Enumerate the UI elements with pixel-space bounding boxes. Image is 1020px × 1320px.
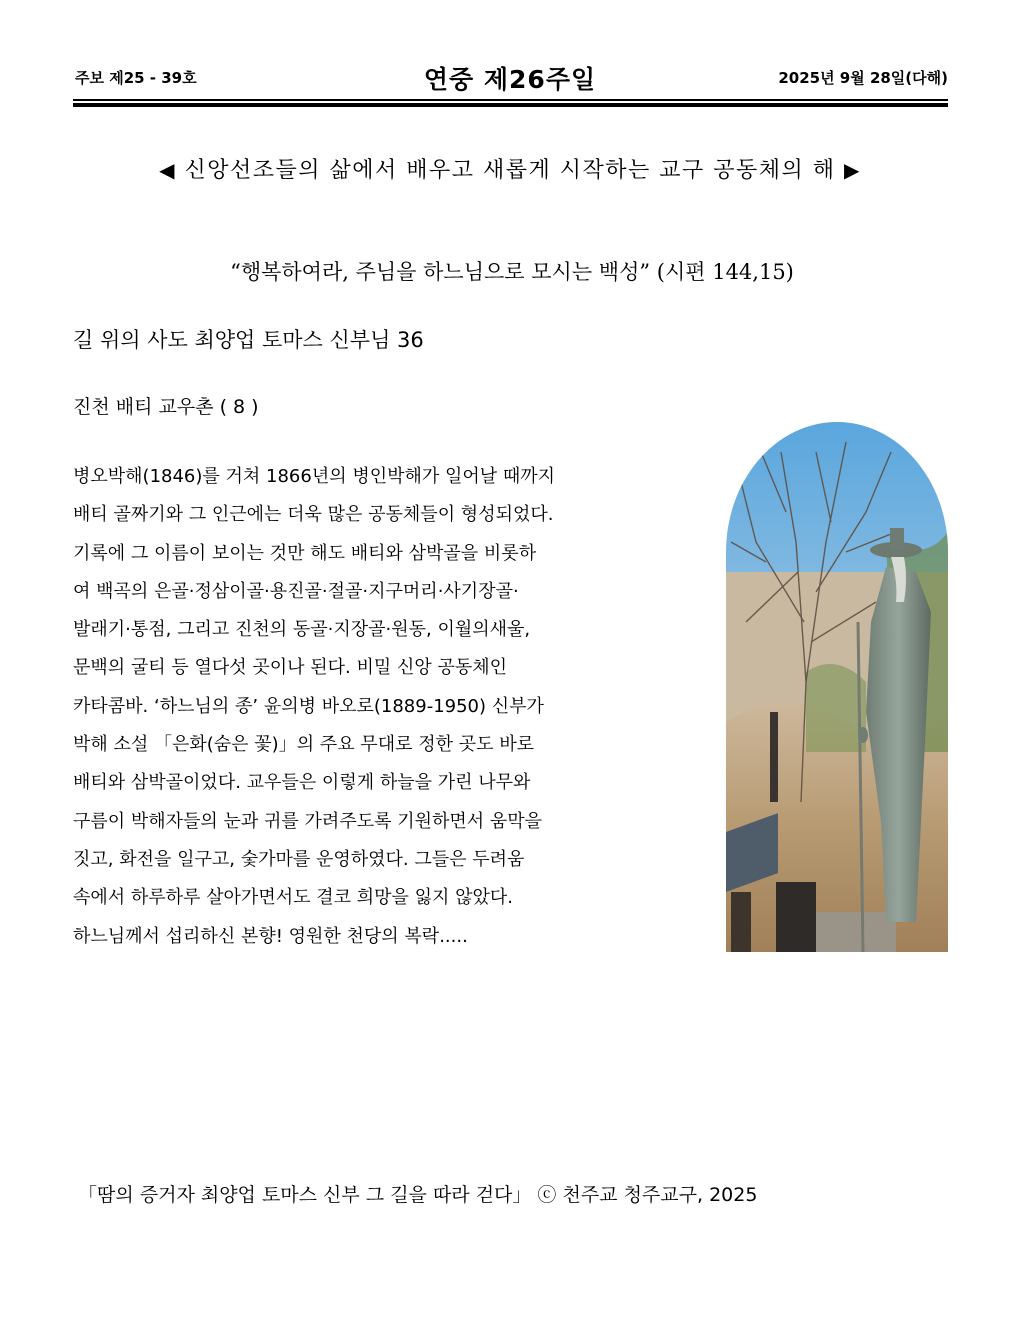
- body-line: 여 백곡의 은골·정삼이골·용진골·절골·지구머리·사기장골·: [73, 580, 519, 602]
- body-line: 박해 소설 「은화(숨은 꽃)」의 주요 무대로 정한 곳도 바로: [73, 734, 534, 756]
- body-line: 배티와 삼박골이었다. 교우들은 이렇게 하늘을 가린 나무와: [73, 772, 531, 794]
- right-triangle-icon: ▶: [844, 158, 861, 182]
- article-section: 진천 배티 교우촌 ( 8 ): [73, 396, 259, 418]
- body-line: 배티 골짜기와 그 인근에는 더욱 많은 공동체들이 형성되었다.: [73, 504, 554, 526]
- article-title: 길 위의 사도 최양업 토마스 신부님 36: [73, 328, 424, 352]
- body-line: 병오박해(1846)를 거쳐 1866년의 병인박해가 일어날 때까지: [73, 466, 556, 487]
- header-rule-thick: [73, 103, 948, 107]
- statue-photo: [726, 422, 948, 952]
- body-line: 구름이 박해자들의 눈과 귀를 가려주도록 기원하면서 움막을: [73, 810, 543, 832]
- body-line: 속에서 하루하루 살아가면서도 결코 희망을 잃지 않았다.: [73, 887, 513, 909]
- page-title: 연중 제26주일: [423, 65, 597, 94]
- body-line: 기록에 그 이름이 보이는 것만 해도 배티와 삼박골을 비롯하: [73, 542, 537, 564]
- body-line: 짓고, 화전을 일구고, 숯가마를 운영하였다. 그들은 두려움: [73, 848, 525, 870]
- header-rule-thin: [73, 99, 948, 101]
- body-line: 문백의 굴티 등 열다섯 곳이나 된다. 비밀 신앙 공동체인: [73, 657, 508, 679]
- left-triangle-icon: ◀: [159, 158, 176, 182]
- body-line: 하느님께서 섭리하신 본향! 영원한 천당의 복락.....: [73, 925, 468, 947]
- article-body: [73, 458, 713, 956]
- theme-banner: [0, 153, 1020, 184]
- scripture-verse: “행복하여라, 주님을 하느님으로 모시는 백성” (시편 144,15): [230, 260, 794, 284]
- body-line: 카타콤바. ‘하느님의 종’ 윤의병 바오로(1889-1950) 신부가: [73, 695, 544, 717]
- issue-date: 2025년 9월 28일(다해): [778, 69, 948, 87]
- issue-number: 주보 제25 - 39호: [75, 69, 197, 87]
- banner-text: 신앙선조들의 삶에서 배우고 새롭게 시작하는 교구 공동체의 해: [184, 158, 836, 183]
- footer-credit: 「땀의 증거자 최양업 토마스 신부 그 길을 따라 걷다」 ⓒ 천주교 청주교구, 2025: [78, 1184, 758, 1206]
- body-line: 발래기·통점, 그리고 진천의 동골·지장골·원동, 이월의새울,: [73, 619, 531, 641]
